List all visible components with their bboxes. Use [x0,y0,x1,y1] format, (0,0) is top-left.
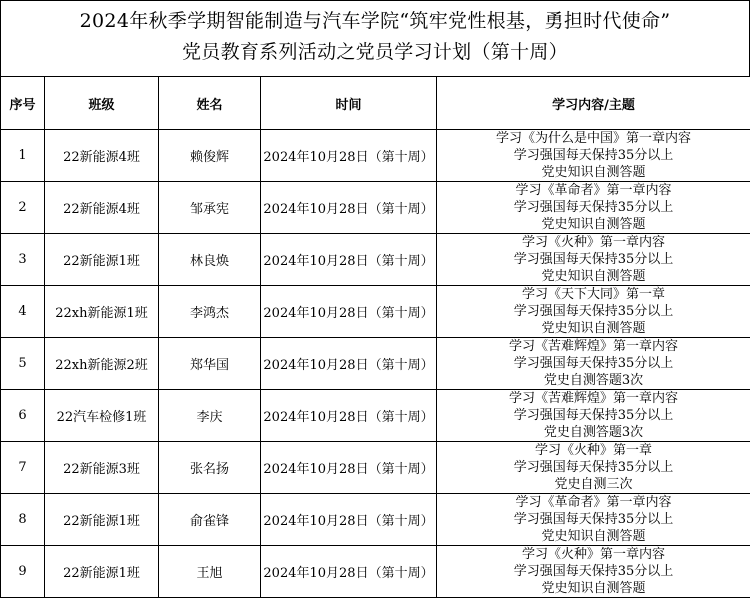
time-cell[interactable]: 2024年10月28日（第十周） [261,338,437,390]
content-cell[interactable] [437,182,750,234]
class-cell[interactable]: 22新能源1班 [45,494,159,546]
name-cell[interactable]: 林良焕 [159,234,261,286]
time-cell[interactable]: 2024年10月28日（第十周） [261,286,437,338]
row-number[interactable]: 8 [1,494,45,546]
content-cell[interactable] [437,234,750,286]
table-row [1,130,750,182]
name-cell[interactable]: 张名扬 [159,442,261,494]
name-cell[interactable]: 俞雀锋 [159,494,261,546]
title-line-1: 2024年秋季学期智能制造与汽车学院“筑牢党性根基，勇担时代使命” [1,6,749,37]
header-class: 班级 [45,77,159,130]
content-line: 学习强国每天保持35分以上 [437,199,750,216]
content-cell[interactable] [437,494,750,546]
class-cell[interactable]: 22xh新能源1班 [45,286,159,338]
content-cell[interactable] [437,130,750,182]
content-cell[interactable] [437,442,750,494]
content-line: 学习强国每天保持35分以上 [437,511,750,528]
content-line: 学习《苦难辉煌》第一章内容 [437,338,750,355]
row-number[interactable]: 1 [1,130,45,182]
content-line: 学习《革命者》第一章内容 [437,494,750,511]
content-line: 党史知识自测答题 [437,164,750,181]
content-line: 党史知识自测答题 [437,528,750,545]
name-cell[interactable]: 李庆 [159,390,261,442]
name-cell[interactable]: 赖俊辉 [159,130,261,182]
class-cell[interactable]: 22汽车检修1班 [45,390,159,442]
row-number[interactable]: 2 [1,182,45,234]
table-row [1,390,750,442]
time-cell[interactable]: 2024年10月28日（第十周） [261,130,437,182]
table-row [1,286,750,338]
header-content: 学习内容/主题 [437,77,750,130]
time-cell[interactable]: 2024年10月28日（第十周） [261,442,437,494]
content-cell[interactable] [437,338,750,390]
content-line: 党史自测三次 [437,476,750,493]
class-cell[interactable]: 22新能源1班 [45,234,159,286]
class-cell[interactable]: 22新能源3班 [45,442,159,494]
name-cell[interactable]: 李鸿杰 [159,286,261,338]
time-cell[interactable]: 2024年10月28日（第十周） [261,182,437,234]
content-line: 学习《火种》第一章 [437,442,750,459]
header-row [1,77,750,130]
header-time: 时间 [261,77,437,130]
content-line: 学习强国每天保持35分以上 [437,303,750,320]
content-cell[interactable] [437,286,750,338]
time-cell[interactable]: 2024年10月28日（第十周） [261,494,437,546]
table-row [1,234,750,286]
content-cell[interactable] [437,546,750,598]
row-number[interactable]: 6 [1,390,45,442]
content-line: 学习《为什么是中国》第一章内容 [437,130,750,147]
content-line: 党史自测答题3次 [437,424,750,441]
row-number[interactable]: 5 [1,338,45,390]
row-number[interactable]: 7 [1,442,45,494]
content-line: 学习《革命者》第一章内容 [437,182,750,199]
name-cell[interactable]: 王旭 [159,546,261,598]
content-line: 学习强国每天保持35分以上 [437,407,750,424]
content-line: 党史知识自测答题 [437,268,750,285]
row-number[interactable]: 3 [1,234,45,286]
table-row [1,182,750,234]
title-line-2: 党员教育系列活动之党员学习计划（第十周） [1,37,749,68]
time-cell[interactable]: 2024年10月28日（第十周） [261,390,437,442]
sheet-title [0,0,750,76]
class-cell[interactable]: 22新能源4班 [45,182,159,234]
content-line: 党史知识自测答题 [437,216,750,233]
name-cell[interactable]: 郑华国 [159,338,261,390]
content-line: 学习《火种》第一章内容 [437,546,750,563]
time-cell[interactable]: 2024年10月28日（第十周） [261,546,437,598]
content-line: 党史自测答题3次 [437,372,750,389]
content-line: 党史知识自测答题 [437,580,750,597]
header-number: 序号 [1,77,45,130]
content-line: 学习强国每天保持35分以上 [437,147,750,164]
content-line: 学习《火种》第一章内容 [437,234,750,251]
content-line: 学习强国每天保持35分以上 [437,355,750,372]
content-line: 党史知识自测答题 [437,320,750,337]
table-row [1,442,750,494]
content-line: 学习《天下大同》第一章 [437,286,750,303]
time-cell[interactable]: 2024年10月28日（第十周） [261,234,437,286]
content-line: 学习强国每天保持35分以上 [437,251,750,268]
class-cell[interactable]: 22新能源1班 [45,546,159,598]
table-row [1,494,750,546]
row-number[interactable]: 4 [1,286,45,338]
content-line: 学习强国每天保持35分以上 [437,563,750,580]
study-plan-table [0,76,750,598]
content-line: 学习强国每天保持35分以上 [437,459,750,476]
header-name: 姓名 [159,77,261,130]
name-cell[interactable]: 邹承宪 [159,182,261,234]
table-row [1,338,750,390]
content-cell[interactable] [437,390,750,442]
content-line: 学习《苦难辉煌》第一章内容 [437,390,750,407]
class-cell[interactable]: 22新能源4班 [45,130,159,182]
row-number[interactable]: 9 [1,546,45,598]
table-row [1,546,750,598]
class-cell[interactable]: 22xh新能源2班 [45,338,159,390]
